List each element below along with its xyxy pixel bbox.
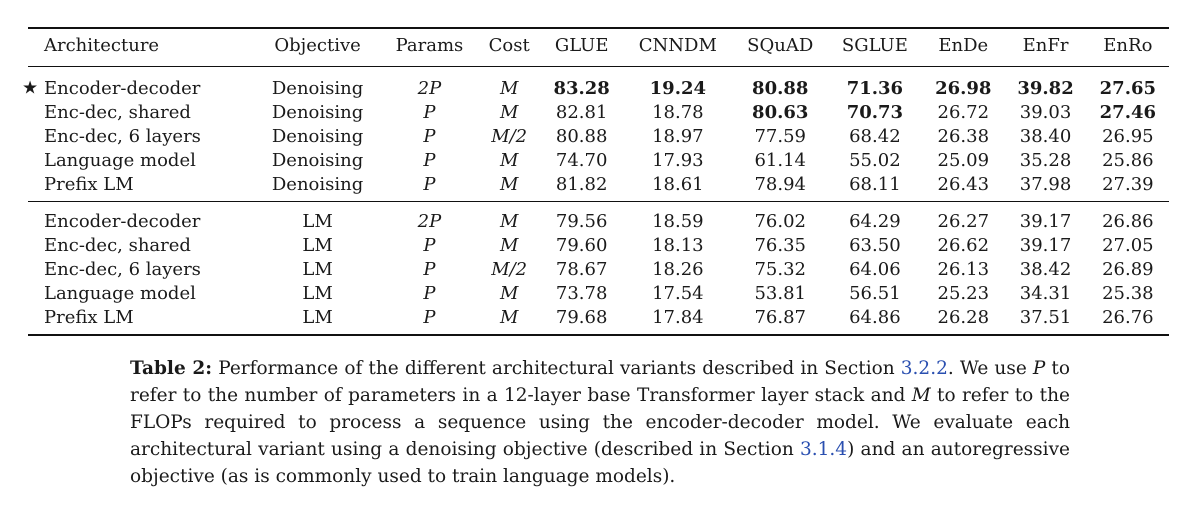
table-caption	[130, 355, 1070, 490]
cell-params: 2P	[417, 210, 442, 232]
cell-enro: 25.86	[1102, 149, 1154, 171]
cell-glue: 73.78	[555, 282, 608, 304]
section-link-3-1-4[interactable]: 3.1.4	[800, 439, 848, 460]
cell-ende: 26.43	[937, 173, 990, 195]
cell-cost: M	[499, 149, 519, 171]
cell-cnndm: 17.54	[652, 282, 704, 304]
cell-sglue: 64.06	[849, 258, 901, 280]
cell-cost: M	[499, 234, 519, 256]
cell-squad: 80.63	[752, 101, 809, 123]
cell-cnndm: 17.93	[652, 149, 704, 171]
column-header-squad: SQuAD	[747, 35, 814, 56]
cell-ende: 26.98	[935, 77, 992, 99]
cell-architecture	[28, 172, 254, 202]
table-row	[28, 67, 1169, 101]
column-header-cnndm: CNNDM	[638, 35, 717, 56]
cell-enro: 26.95	[1102, 125, 1154, 147]
cell-cost: M/2	[491, 258, 528, 280]
cell-cost: M/2	[491, 125, 528, 147]
cell-enfr: 39.17	[1019, 234, 1072, 256]
architecture-results-table	[22, 27, 1169, 336]
lm-group	[28, 202, 1169, 336]
cell-enro: 26.76	[1102, 306, 1154, 328]
table-row	[28, 100, 1169, 124]
cell-objective: Denoising	[271, 149, 364, 171]
cell-squad: 76.87	[754, 306, 806, 328]
cell-params: 2P	[417, 77, 442, 99]
cell-objective: Denoising	[271, 173, 364, 195]
cell-cnndm: 18.13	[652, 234, 704, 256]
cell-glue: 80.88	[555, 125, 608, 147]
column-header-cost: Cost	[488, 35, 530, 56]
cell-params: P	[423, 258, 436, 280]
architecture-label: Language model	[44, 282, 196, 304]
cell-squad: 53.81	[754, 282, 806, 304]
denoising-group	[22, 67, 1169, 202]
cell-architecture	[22, 67, 254, 101]
cell-enro: 27.39	[1102, 173, 1154, 195]
cell-params: P	[423, 125, 436, 147]
caption-text: ) and an autoregressive objective (as is commonly used to train language models).	[130, 439, 1070, 487]
cell-squad: 76.35	[754, 234, 806, 256]
cell-objective: LM	[302, 210, 333, 232]
architecture-label: Enc-dec, 6 layers	[44, 125, 201, 147]
cell-squad: 61.14	[754, 149, 806, 171]
cell-cnndm: 18.26	[652, 258, 704, 280]
cell-sglue: 68.42	[849, 125, 901, 147]
table-row	[28, 233, 1169, 257]
cell-enfr: 35.28	[1019, 149, 1072, 171]
math-symbol-p: P	[1032, 358, 1046, 379]
results-table-container	[22, 27, 1169, 336]
cell-sglue: 71.36	[846, 77, 904, 99]
star-icon: ★	[22, 77, 39, 98]
cell-enfr: 39.17	[1019, 210, 1072, 232]
caption-text: to refer to the FLOPs required to process a sequence using the encoder-decoder model. We evaluate each architectural variant using a denoising objective (described in Section	[130, 385, 1070, 460]
cell-objective: Denoising	[271, 77, 364, 99]
cell-architecture	[28, 100, 254, 124]
cell-sglue: 56.51	[849, 282, 901, 304]
cell-sglue: 70.73	[846, 101, 904, 123]
architecture-label: Encoder-decoder	[44, 77, 201, 99]
cell-glue: 74.70	[555, 149, 608, 171]
cell-architecture	[28, 281, 254, 305]
section-link-3-2-2[interactable]: 3.2.2	[900, 358, 948, 379]
cell-sglue: 63.50	[849, 234, 901, 256]
cell-cost: M	[499, 101, 519, 123]
architecture-label: Enc-dec, 6 layers	[44, 258, 201, 280]
cell-cost: M	[499, 306, 519, 328]
column-header-enfr: EnFr	[1022, 35, 1069, 56]
column-header-objective: Objective	[274, 35, 361, 56]
table-row	[28, 148, 1169, 172]
cell-enro: 27.65	[1099, 77, 1157, 99]
cell-params: P	[423, 282, 436, 304]
table-header	[28, 28, 1169, 67]
cell-squad: 78.94	[754, 173, 806, 195]
cell-params: P	[423, 234, 436, 256]
cell-cnndm: 18.78	[652, 101, 704, 123]
cell-objective: LM	[302, 306, 333, 328]
cell-architecture	[28, 124, 254, 148]
architecture-label: Enc-dec, shared	[44, 101, 191, 123]
cell-sglue: 64.86	[849, 306, 901, 328]
column-header-glue: GLUE	[554, 35, 609, 56]
architecture-label: Enc-dec, shared	[44, 234, 191, 256]
cell-enro: 27.46	[1099, 101, 1157, 123]
cell-objective: Denoising	[271, 101, 364, 123]
table-row	[28, 281, 1169, 305]
cell-params: P	[423, 149, 436, 171]
header-row	[28, 28, 1169, 67]
cell-cost: M	[499, 210, 519, 232]
table-row	[28, 202, 1169, 234]
cell-enfr: 34.31	[1019, 282, 1072, 304]
cell-ende: 26.38	[937, 125, 990, 147]
cell-params: P	[423, 306, 436, 328]
cell-ende: 26.28	[937, 306, 990, 328]
column-header-sglue: SGLUE	[841, 35, 908, 56]
cell-objective: LM	[302, 234, 333, 256]
caption-text: Performance of the different architectural variants described in Section	[212, 358, 901, 379]
cell-enro: 26.86	[1102, 210, 1154, 232]
cell-glue: 79.60	[555, 234, 608, 256]
cell-objective: LM	[302, 258, 333, 280]
cell-enfr: 37.51	[1019, 306, 1072, 328]
cell-objective: LM	[302, 282, 333, 304]
cell-cnndm: 18.97	[652, 125, 704, 147]
cell-ende: 26.62	[937, 234, 990, 256]
cell-architecture	[28, 257, 254, 281]
architecture-label: Prefix LM	[44, 306, 134, 328]
cell-sglue: 64.29	[849, 210, 901, 232]
cell-glue: 83.28	[553, 77, 610, 99]
column-header-architecture: Architecture	[44, 35, 160, 56]
cell-params: P	[423, 173, 436, 195]
column-header-params: Params	[395, 35, 464, 56]
cell-ende: 26.27	[937, 210, 990, 232]
column-header-ende: EnDe	[938, 35, 989, 56]
cell-enfr: 38.40	[1019, 125, 1072, 147]
cell-glue: 79.68	[555, 306, 608, 328]
cell-enfr: 39.82	[1017, 77, 1074, 99]
cell-squad: 75.32	[754, 258, 806, 280]
cell-cost: M	[499, 77, 519, 99]
cell-sglue: 55.02	[849, 149, 901, 171]
cell-squad: 76.02	[754, 210, 806, 232]
cell-ende: 26.72	[937, 101, 990, 123]
cell-architecture	[28, 148, 254, 172]
cell-ende: 25.23	[937, 282, 990, 304]
cell-architecture	[28, 233, 254, 257]
cell-enfr: 37.98	[1019, 173, 1072, 195]
caption-text: . We use	[947, 358, 1033, 379]
table-row	[28, 124, 1169, 148]
cell-glue: 81.82	[555, 173, 608, 195]
column-header-enro: EnRo	[1103, 35, 1153, 56]
cell-architecture	[28, 305, 254, 335]
cell-squad: 80.88	[752, 77, 809, 99]
cell-enro: 25.38	[1102, 282, 1154, 304]
architecture-label: Language model	[44, 149, 196, 171]
cell-cnndm: 18.59	[652, 210, 704, 232]
cell-cnndm: 18.61	[652, 173, 704, 195]
cell-params: P	[423, 101, 436, 123]
table-row	[28, 257, 1169, 281]
table-row	[28, 305, 1169, 335]
cell-cnndm: 19.24	[649, 77, 707, 99]
cell-architecture	[28, 202, 254, 234]
cell-objective: Denoising	[271, 125, 364, 147]
architecture-label: Prefix LM	[44, 173, 134, 195]
math-symbol-m: M	[911, 385, 931, 406]
cell-enfr: 39.03	[1019, 101, 1072, 123]
cell-glue: 82.81	[555, 101, 608, 123]
cell-ende: 25.09	[937, 149, 990, 171]
cell-enfr: 38.42	[1019, 258, 1072, 280]
cell-cnndm: 17.84	[652, 306, 704, 328]
cell-ende: 26.13	[937, 258, 990, 280]
caption-text: to refer to the number of parameters in a 12-layer base Transformer layer stack and	[130, 358, 1071, 406]
architecture-label: Encoder-decoder	[44, 210, 201, 232]
caption-label: Table 2:	[130, 358, 213, 379]
cell-glue: 78.67	[555, 258, 608, 280]
cell-enro: 27.05	[1102, 234, 1154, 256]
cell-cost: M	[499, 173, 519, 195]
cell-enro: 26.89	[1102, 258, 1154, 280]
cell-cost: M	[499, 282, 519, 304]
cell-sglue: 68.11	[849, 173, 901, 195]
cell-squad: 77.59	[754, 125, 806, 147]
cell-glue: 79.56	[555, 210, 608, 232]
table-row	[28, 172, 1169, 202]
